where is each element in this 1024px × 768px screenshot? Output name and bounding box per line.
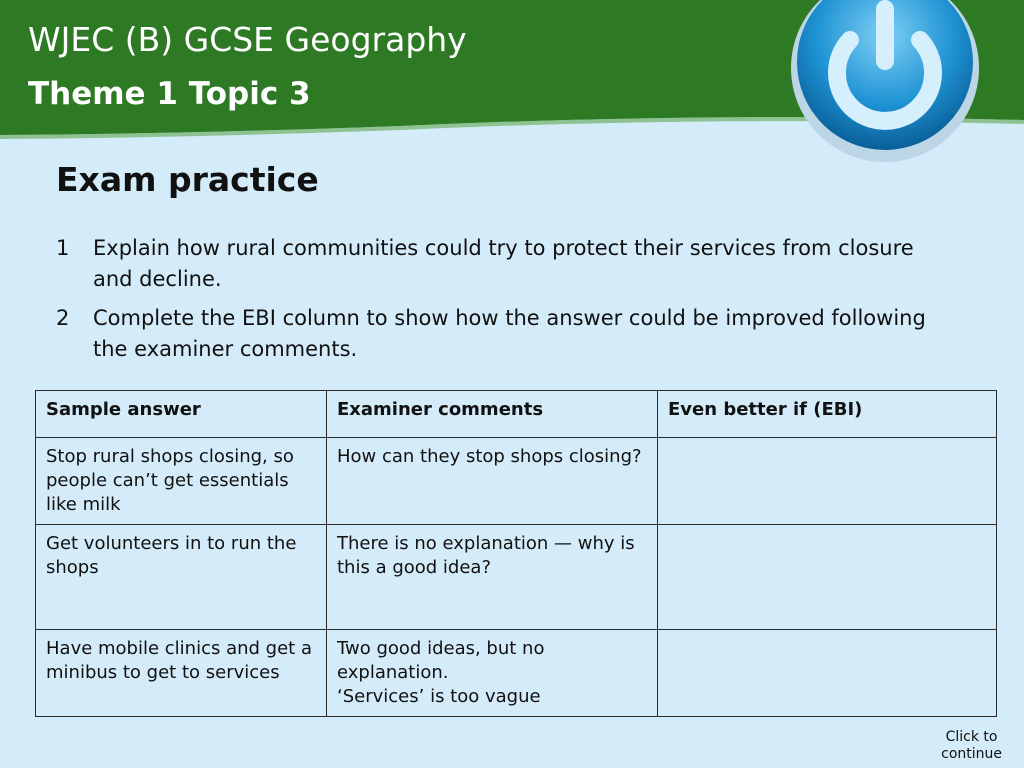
- power-icon[interactable]: [788, 0, 988, 165]
- click-line-1: Click to: [945, 729, 998, 745]
- table-header-row: [36, 391, 997, 438]
- click-line-2: continue: [941, 746, 1002, 762]
- comment-line: ‘Services’ is too vague: [337, 686, 541, 707]
- click-to-continue-button[interactable]: [941, 729, 1002, 763]
- table-row: [36, 630, 997, 717]
- exam-table: [35, 390, 997, 717]
- ebi-cell[interactable]: [658, 630, 997, 717]
- column-header-ebi: Even better if (EBI): [658, 391, 997, 438]
- question-number: 2: [56, 306, 70, 330]
- sample-answer-cell: Get volunteers in to run the shops: [36, 525, 327, 630]
- question-number: 1: [56, 236, 70, 260]
- examiner-comment-cell: [327, 438, 658, 525]
- section-heading: Exam practice: [56, 160, 319, 199]
- table-row: [36, 525, 997, 630]
- question-text: Explain how rural communities could try to protect their services from closure and decline.: [93, 236, 914, 291]
- column-header-comments: Examiner comments: [327, 391, 658, 438]
- question-text: Complete the EBI column to show how the answer could be improved following the examiner comments.: [93, 306, 926, 361]
- table-row: [36, 438, 997, 525]
- ebi-cell[interactable]: [658, 525, 997, 630]
- comment-line: There is no explanation — why is this a good idea?: [337, 533, 635, 578]
- sample-answer-cell: Stop rural shops closing, so people can’t get essentials like milk: [36, 438, 327, 525]
- examiner-comment-cell: [327, 630, 658, 717]
- examiner-comment-cell: [327, 525, 658, 630]
- header-subtitle: Theme 1 Topic 3: [28, 76, 311, 112]
- ebi-cell[interactable]: [658, 438, 997, 525]
- sample-answer-cell: Have mobile clinics and get a minibus to get to services: [36, 630, 327, 717]
- comment-line: Two good ideas, but no explanation.: [337, 638, 545, 683]
- column-header-sample: Sample answer: [36, 391, 327, 438]
- comment-line: How can they stop shops closing?: [337, 446, 642, 467]
- header-title: WJEC (B) GCSE Geography: [28, 20, 467, 59]
